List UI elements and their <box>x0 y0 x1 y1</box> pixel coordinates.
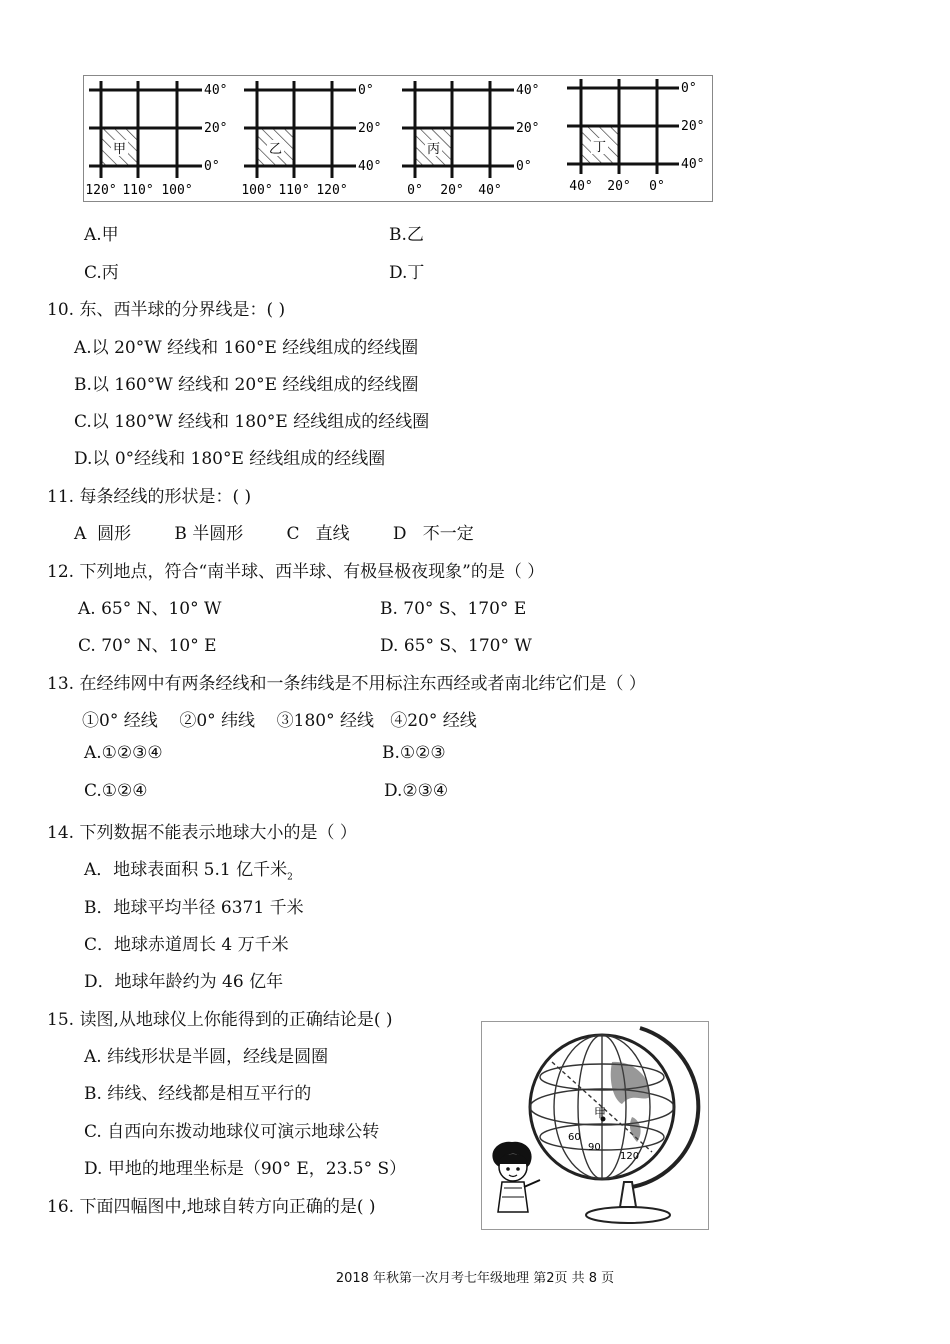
lat-label: 0° <box>516 159 532 174</box>
q15-option-d: D. 甲地的地理坐标是（90° E，23.5° S） <box>84 1159 407 1179</box>
lat-label: 20° <box>681 119 705 134</box>
lon-label: 110° <box>278 183 310 198</box>
q15-option-a: A. 纬线形状是半圆，经线是圆圈 <box>84 1047 329 1067</box>
q13-option-c: C.①②④ <box>84 781 148 801</box>
lon-label: 0° <box>407 183 423 198</box>
globe-lon-label: 60 <box>568 1132 581 1143</box>
q13-option-a: A.①②③④ <box>84 743 163 763</box>
lat-label: 40° <box>204 83 228 98</box>
lat-label: 40° <box>358 159 382 174</box>
q10-option-b: B.以 160°W 经线和 20°E 经线组成的经线圈 <box>74 375 419 395</box>
q14-stem: 14. 下列数据不能表示地球大小的是（ ） <box>47 823 357 843</box>
grid-figure-svg <box>84 76 712 201</box>
q10-option-d: D.以 0°经线和 180°E 经线组成的经线圈 <box>74 449 386 469</box>
lon-label: 100° <box>241 183 273 198</box>
lat-label: 0° <box>358 83 374 98</box>
globe-lon-label: 120 <box>620 1151 640 1162</box>
q14-option-a <box>84 855 293 882</box>
cell-label: 甲 <box>112 142 127 157</box>
page-footer: 2018 年秋第一次月考七年级地理 第2页 共 8 页 <box>335 1271 615 1286</box>
lat-label: 20° <box>204 121 228 136</box>
q10-option-a: A.以 20°W 经线和 160°E 经线组成的经线圈 <box>74 338 419 358</box>
lon-label: 20° <box>607 179 631 194</box>
q9-option-d: D.丁 <box>389 263 425 283</box>
q15-stem: 15. 读图,从地球仪上你能得到的正确结论是( ) <box>47 1010 393 1030</box>
q14-option-a-exponent: 2 <box>287 872 293 883</box>
q12-option-c: C. 70° N、10° E <box>78 636 217 656</box>
q13-option-d: D.②③④ <box>384 781 449 801</box>
q11-stem: 11. 每条经线的形状是：( ) <box>47 487 252 507</box>
grid-panel-2 <box>241 81 381 198</box>
q15-option-c: C. 自西向东拨动地球仪可演示地球公转 <box>84 1122 380 1142</box>
q14-option-b: B．地球平均半径 6371 千米 <box>84 898 304 918</box>
child-illustration <box>492 1142 540 1212</box>
lon-label: 0° <box>649 179 665 194</box>
q14-option-a-text: A．地球表面积 5.1 亿千米 <box>84 860 288 880</box>
q12-option-d: D. 65° S、170° W <box>380 636 532 656</box>
q10-stem: 10. 东、西半球的分界线是：( ) <box>47 300 286 320</box>
globe-figure-svg <box>482 1022 708 1229</box>
lon-label: 40° <box>478 183 502 198</box>
lat-label: 0° <box>204 159 220 174</box>
q13-option-b: B.①②③ <box>382 743 446 763</box>
lon-label: 110° <box>122 183 154 198</box>
globe-lon-label: 90 <box>588 1142 601 1153</box>
q16-stem: 16. 下面四幅图中,地球自转方向正确的是( ) <box>47 1197 376 1217</box>
lat-label: 40° <box>516 83 540 98</box>
cell-label: 丁 <box>592 140 607 155</box>
cell-label: 乙 <box>268 142 283 157</box>
q15-option-b: B. 纬线、经线都是相互平行的 <box>84 1084 312 1104</box>
lon-label: 120° <box>316 183 348 198</box>
grid-panel-3 <box>402 81 539 198</box>
q12-option-a: A. 65° N、10° W <box>78 599 222 619</box>
lat-label: 40° <box>681 157 705 172</box>
lon-label: 40° <box>569 179 593 194</box>
q9-option-a: A.甲 <box>84 225 119 245</box>
q12-option-b: B. 70° S、170° E <box>380 599 527 619</box>
q10-option-c: C.以 180°W 经线和 180°E 经线组成的经线圈 <box>74 412 430 432</box>
q13-stem: 13. 在经纬网中有两条经线和一条纬线是不用标注东西经或者南北纬它们是（ ） <box>47 674 646 694</box>
lon-label: 20° <box>440 183 464 198</box>
q9-option-b: B.乙 <box>389 225 424 245</box>
cell-label: 丙 <box>426 142 441 157</box>
globe-figure <box>481 1021 709 1230</box>
lon-label: 120° <box>85 183 117 198</box>
lat-long-grid-figure <box>83 75 713 202</box>
lon-label: 100° <box>161 183 193 198</box>
q11-options: A 圆形 B 半圆形 C 直线 D 不一定 <box>74 524 474 544</box>
q14-option-d: D．地球年龄约为 46 亿年 <box>84 972 284 992</box>
lat-label: 0° <box>681 81 697 96</box>
q9-option-c: C.丙 <box>84 263 119 283</box>
q14-option-c: C．地球赤道周长 4 万千米 <box>84 935 289 955</box>
q13-items: ①0° 经线 ②0° 纬线 ③180° 经线 ④20° 经线 <box>82 711 477 731</box>
q12-stem: 12. 下列地点，符合“南半球、西半球、有极昼极夜现象”的是（ ） <box>47 562 545 582</box>
lat-label: 20° <box>358 121 382 136</box>
globe-point-label: 甲 <box>594 1106 607 1120</box>
lat-label: 20° <box>516 121 540 136</box>
grid-panel-1 <box>85 81 227 198</box>
grid-panel-4 <box>567 79 704 194</box>
